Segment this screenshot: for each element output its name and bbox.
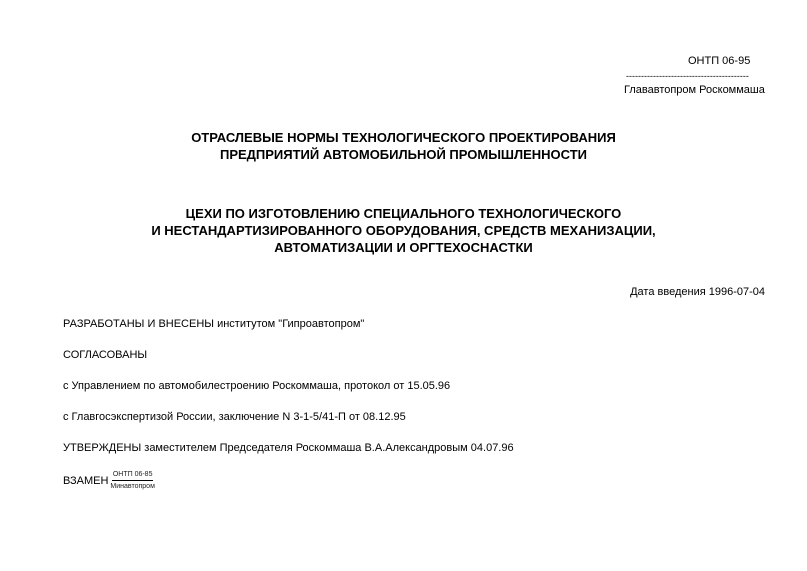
sub-title-line: И НЕСТАНДАРТИЗИРОВАННОГО ОБОРУДОВАНИЯ, СРЕДСТВ МЕХАНИЗАЦИИ, (151, 223, 656, 238)
issuing-organization: Глававтопром Роскоммаша (624, 84, 765, 96)
replaced-document-code: ОНТП 06-85 (112, 470, 154, 481)
replaces-label: ВЗАМЕН (63, 474, 109, 487)
developed-by-paragraph: РАЗРАБОТАНЫ И ВНЕСЕНЫ институтом "Гипроавтопром" (63, 318, 365, 330)
main-title-line: ПРЕДПРИЯТИЙ АВТОМОБИЛЬНОЙ ПРОМЫШЛЕННОСТИ (219, 147, 588, 162)
main-title-line: ОТРАСЛЕВЫЕ НОРМЫ ТЕХНОЛОГИЧЕСКОГО ПРОЕКТИРОВАНИЯ (191, 130, 616, 145)
replaced-document-authority: Минавтопром (110, 483, 155, 490)
separator-dashes: ----------------------------------------- (626, 71, 749, 81)
agreed-item-1: с Управлением по автомобилестроению Роскоммаша, протокол от 15.05.96 (63, 380, 451, 392)
agreed-heading: СОГЛАСОВАНЫ (63, 349, 148, 361)
agreed-item-2: с Главгосэкспертизой России, заключение N 3-1-5/41-П от 08.12.95 (63, 411, 406, 423)
sub-title-line: ЦЕХИ ПО ИЗГОТОВЛЕНИЮ СПЕЦИАЛЬНОГО ТЕХНОЛОГИЧЕСКОГО (185, 206, 622, 221)
approved-paragraph: УТВЕРЖДЕНЫ заместителем Председателя Роскоммаша В.А.Александровым 04.07.96 (63, 442, 514, 454)
main-title (0, 129, 807, 163)
replaced-document-fraction (110, 470, 154, 491)
document-code: ОНТП 06-95 (688, 55, 751, 67)
sub-title (0, 205, 807, 256)
sub-title-line: АВТОМАТИЗАЦИИ И ОРГТЕХОСНАСТКИ (274, 240, 533, 255)
replaces-row (63, 470, 155, 491)
introduction-date: Дата введения 1996-07-04 (630, 286, 765, 298)
